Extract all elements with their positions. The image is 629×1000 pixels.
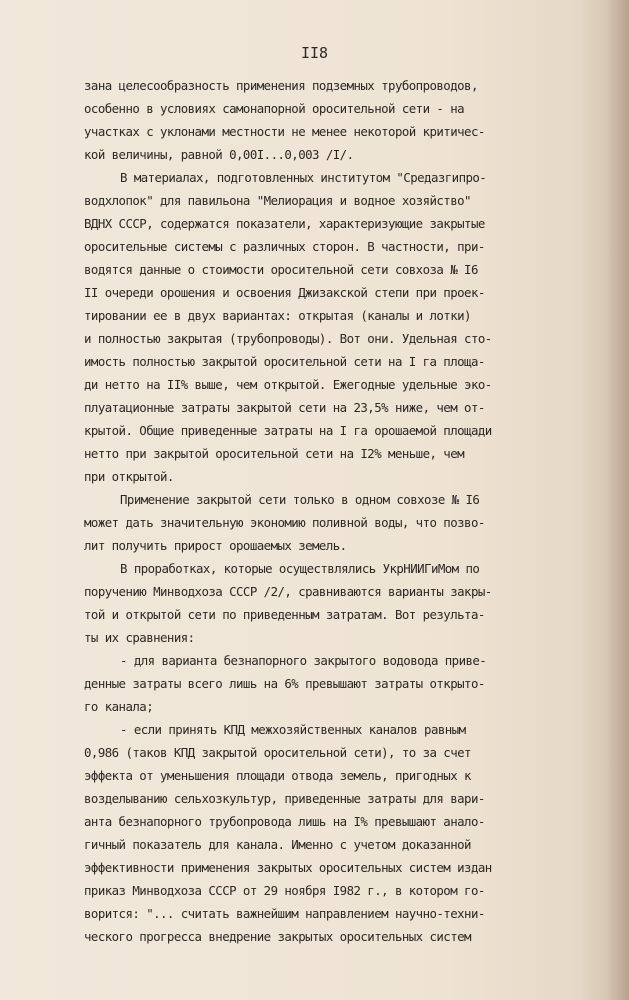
text-line: - для варианта безнапорного закрытого водовода приве- [120, 653, 487, 668]
text-line: эффекта от уменьшения площади отвода земель, пригодных к [84, 768, 471, 783]
text-line: эффективности применения закрытых оросительных систем издан [84, 860, 492, 875]
text-line: В проработках, которые осуществлялись УкрНИИГиМом по [120, 561, 480, 576]
body-text [84, 74, 554, 948]
text-line: поручению Минводхоза СССР /2/, сравниваются варианты закры- [84, 584, 492, 599]
text-line: денные затраты всего лишь на 6% превышают затраты открыто- [84, 676, 485, 691]
text-line: той и открытой сети по приведенным затратам. Вот результа- [84, 607, 485, 622]
text-line: нетто при закрытой оросительной сети на I2% меньше, чем [84, 446, 465, 461]
text-line: Применение закрытой сети только в одном совхозе № I6 [120, 492, 480, 507]
text-line: кой величины, равной 0,00I...0,003 /I/. [84, 147, 354, 162]
text-line: водхлопок" для павильона "Мелиорация и водное хозяйство" [84, 193, 471, 208]
text-line: оросительные системы с различных сторон. В частности, при- [84, 239, 485, 254]
text-line: имость полностью закрытой оросительной сети на I га площа- [84, 354, 485, 369]
text-line: водятся данные о стоимости оросительной сети совхоза № I6 [84, 262, 478, 277]
text-line: ческого прогресса внедрение закрытых оросительных систем [84, 929, 471, 944]
page-edge-shadow [607, 0, 629, 1000]
text-line: возделыванию сельхозкультур, приведенные затраты для вари- [84, 791, 485, 806]
text-line: приказ Минводхоза СССР от 29 ноября I982 г., в котором го- [84, 883, 485, 898]
text-line: участках с уклонами местности не менее некоторой критичес- [84, 124, 485, 139]
text-line: лит получить прирост орошаемых земель. [84, 538, 347, 553]
text-line: зана целесообразность применения подземных трубопроводов, [84, 78, 478, 93]
text-line: го канала; [84, 699, 154, 714]
text-line: гичный показатель для канала. Именно с учетом доказанной [84, 837, 471, 852]
text-line: ты их сравнения: [84, 630, 195, 645]
text-line: ди нетто на II% выше, чем открытой. Ежегодные удельные эко- [84, 377, 492, 392]
text-line: плуатационные затраты закрытой сети на 23,5% ниже, чем от- [84, 400, 485, 415]
text-line: В материалах, подготовленных институтом "Средазгипро- [120, 170, 487, 185]
text-line: анта безнапорного трубопровода лишь на I% превышают анало- [84, 814, 485, 829]
text-line: 0,986 (таков КПД закрытой оросительной сети), то за счет [84, 745, 471, 760]
text-line: II очереди орошения и освоения Джизакской степи при проек- [84, 285, 485, 300]
page-number: II8 [300, 44, 329, 62]
text-line: при открытой. [84, 469, 174, 484]
text-line: может дать значительную экономию поливной воды, что позво- [84, 515, 485, 530]
text-line: и полностью закрытая (трубопроводы). Вот они. Удельная сто- [84, 331, 492, 346]
text-line: ВДНХ СССР, содержатся показатели, характеризующие закрытые [84, 216, 485, 231]
text-line: крытой. Общие приведенные затраты на I га орошаемой площади [84, 423, 492, 438]
text-line: тировании ее в двух вариантах: открытая (каналы и лотки) [84, 308, 471, 323]
text-line: ворится: "... считать важнейшим направлением научно-техни- [84, 906, 485, 921]
text-line: особенно в условиях самонапорной оросительной сети - на [84, 101, 465, 116]
text-line: - если принять КПД межхозяйственных каналов равным [120, 722, 466, 737]
